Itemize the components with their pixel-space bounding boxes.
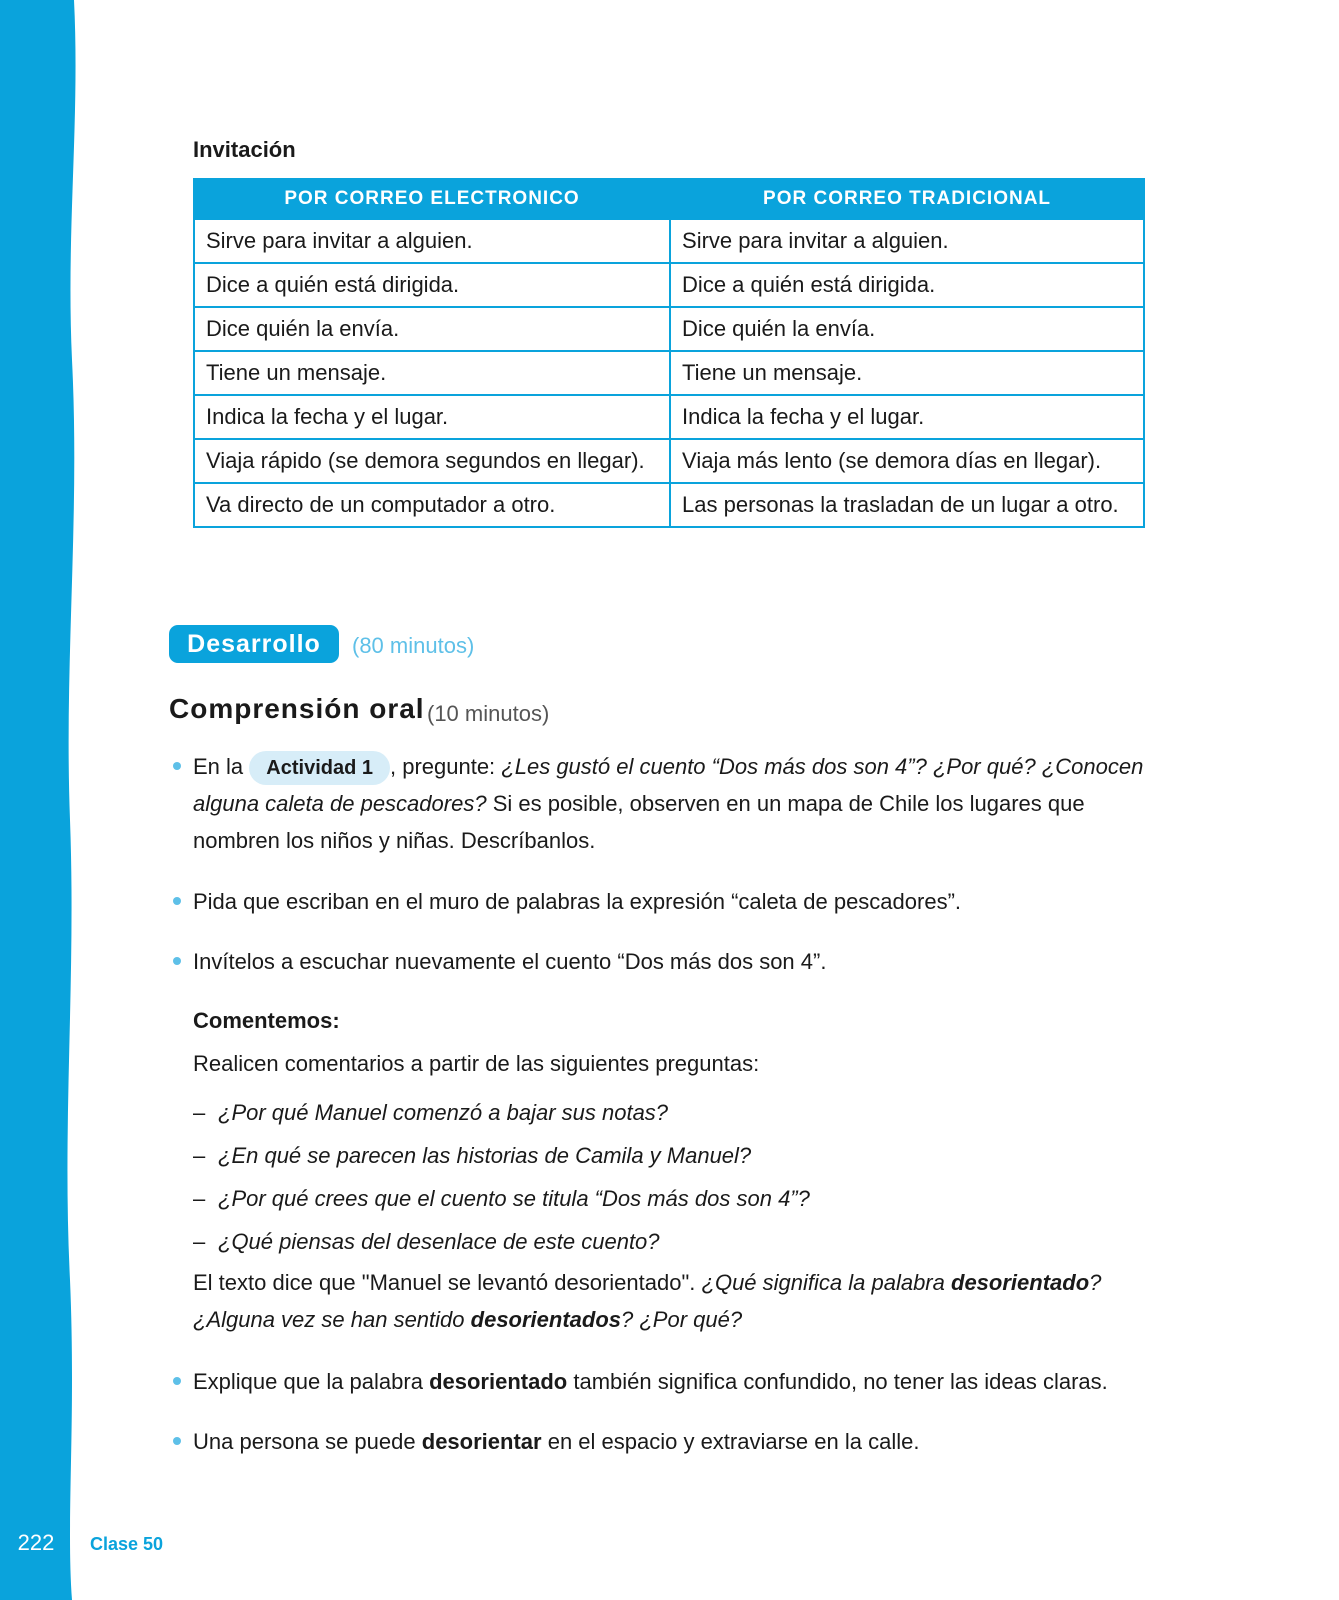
paragraph-question: ¿Qué significa la palabra	[701, 1270, 945, 1295]
dash-marker: –	[193, 1100, 206, 1125]
section-duration: (10 minutos)	[427, 701, 550, 726]
table-cell: Sirve para invitar a alguien.	[670, 219, 1144, 263]
question-text: ¿Por qué Manuel comenzó a bajar sus notas?	[218, 1100, 669, 1125]
table-row	[194, 395, 1144, 439]
bullet-text: en el espacio y extraviarse en la calle.	[547, 1429, 920, 1454]
bullet-marker	[173, 957, 181, 965]
table-cell: Viaja más lento (se demora días en llegar).	[670, 439, 1144, 483]
development-duration: (80 minutos)	[352, 633, 475, 658]
comentemos-title: Comentemos:	[193, 1008, 340, 1033]
activity-badge: Actividad 1	[249, 751, 390, 785]
table-cell: Dice a quién está dirigida.	[194, 263, 670, 307]
list-item	[193, 1143, 751, 1169]
paragraph-question: ¿Alguna vez se han sentido	[193, 1307, 465, 1332]
bullet-text: también significa confundido, no tener las ideas claras.	[573, 1369, 1108, 1394]
table-row	[194, 483, 1144, 527]
column-header-email: POR CORREO ELECTRONICO	[194, 179, 670, 219]
key-word: desorientado	[429, 1369, 568, 1394]
table-cell: Va directo de un computador a otro.	[194, 483, 670, 527]
comentemos-intro: Realicen comentarios a partir de las siguientes preguntas:	[193, 1051, 760, 1076]
bullet-text: , pregunte:	[389, 754, 496, 779]
desorientado-paragraph	[193, 1264, 1148, 1338]
bullet-question-text: ¿Les gustó el cuento “Dos más dos son 4”? ¿Por qué? ¿Conocen alguna caleta de pescadores?	[193, 754, 1144, 817]
bullet-activity-question	[193, 748, 1148, 859]
key-word: desorientados	[470, 1307, 622, 1332]
bullet-explain-word	[193, 1363, 1148, 1400]
table-cell: Dice quién la envía.	[194, 307, 670, 351]
bullet-marker	[173, 1437, 181, 1445]
table-row	[194, 439, 1144, 483]
table-row	[194, 219, 1144, 263]
list-item	[193, 1100, 668, 1126]
question-text: ¿Qué piensas del desenlace de este cuento?	[218, 1229, 660, 1254]
bullet-marker	[173, 897, 181, 905]
side-band	[0, 0, 80, 1600]
table-row	[194, 351, 1144, 395]
bullet-text: Si es posible, observen en un mapa de Chile los lugares que nombren los niños y niñas. Descríbanlos.	[193, 791, 1085, 854]
column-header-mail: POR CORREO TRADICIONAL	[670, 179, 1144, 219]
dash-marker: –	[193, 1229, 206, 1254]
section-title: Comprensión oral	[169, 693, 425, 724]
bullet-marker	[173, 1377, 181, 1385]
table-cell: Las personas la trasladan de un lugar a otro.	[670, 483, 1144, 527]
table-cell: Dice quién la envía.	[670, 307, 1144, 351]
question-text: ¿En qué se parecen las historias de Camila y Manuel?	[218, 1143, 752, 1168]
bullet-word-wall: Pida que escriban en el muro de palabras la expresión “caleta de pescadores”.	[193, 889, 962, 914]
table-cell: Sirve para invitar a alguien.	[194, 219, 670, 263]
question-text: ¿Por qué crees que el cuento se titula “Dos más dos son 4”?	[218, 1186, 810, 1211]
key-word: desorientar	[421, 1429, 542, 1454]
table-cell: Tiene un mensaje.	[194, 351, 670, 395]
table-cell: Indica la fecha y el lugar.	[194, 395, 670, 439]
key-word: desorientado	[951, 1270, 1090, 1295]
bullet-listen-again: Invítelos a escuchar nuevamente el cuento “Dos más dos son 4”.	[193, 949, 827, 974]
list-item	[193, 1229, 660, 1255]
bullet-text: Explique que la palabra	[193, 1369, 423, 1394]
development-label: Desarrollo	[169, 625, 339, 663]
invitation-title: Invitación	[193, 137, 296, 162]
table-cell: Viaja rápido (se demora segundos en llegar).	[194, 439, 670, 483]
dash-marker: –	[193, 1186, 206, 1211]
list-item	[193, 1186, 810, 1212]
table-cell: Dice a quién está dirigida.	[670, 263, 1144, 307]
paragraph-question: ?	[1089, 1270, 1102, 1295]
class-label: Clase 50	[90, 1534, 164, 1554]
table-row	[194, 263, 1144, 307]
bullet-text: Una persona se puede	[193, 1429, 416, 1454]
dash-marker: –	[193, 1143, 206, 1168]
invitation-comparison-table	[193, 178, 1145, 528]
paragraph-question: ? ¿Por qué?	[621, 1307, 743, 1332]
page-number: 222	[17, 1530, 55, 1555]
table-row	[194, 307, 1144, 351]
paragraph-text: El texto dice que "Manuel se levantó desorientado".	[193, 1270, 696, 1295]
bullet-marker	[173, 762, 181, 770]
bullet-text: En la	[193, 754, 244, 779]
table-cell: Tiene un mensaje.	[670, 351, 1144, 395]
table-header-row	[194, 179, 1144, 219]
bullet-example-space	[193, 1423, 1148, 1460]
table-cell: Indica la fecha y el lugar.	[670, 395, 1144, 439]
